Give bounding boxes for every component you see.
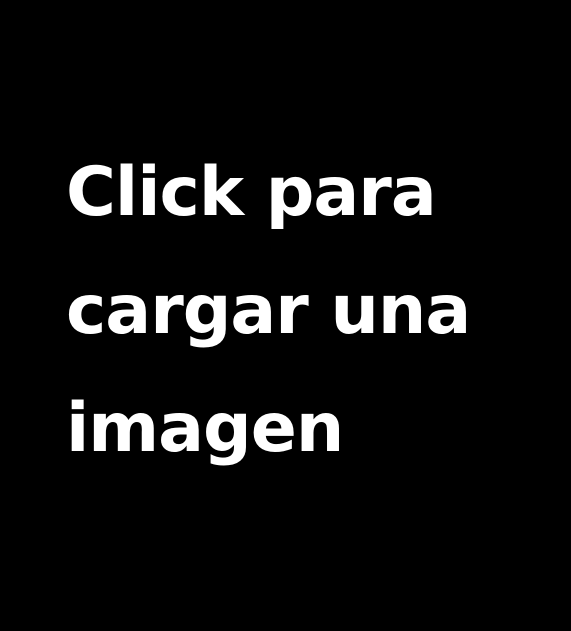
- upload-prompt-line-3: imagen: [66, 389, 344, 468]
- upload-prompt-line-2: cargar una: [66, 271, 471, 350]
- upload-prompt-line-1: Click para: [66, 153, 436, 232]
- upload-prompt-text: [66, 134, 546, 488]
